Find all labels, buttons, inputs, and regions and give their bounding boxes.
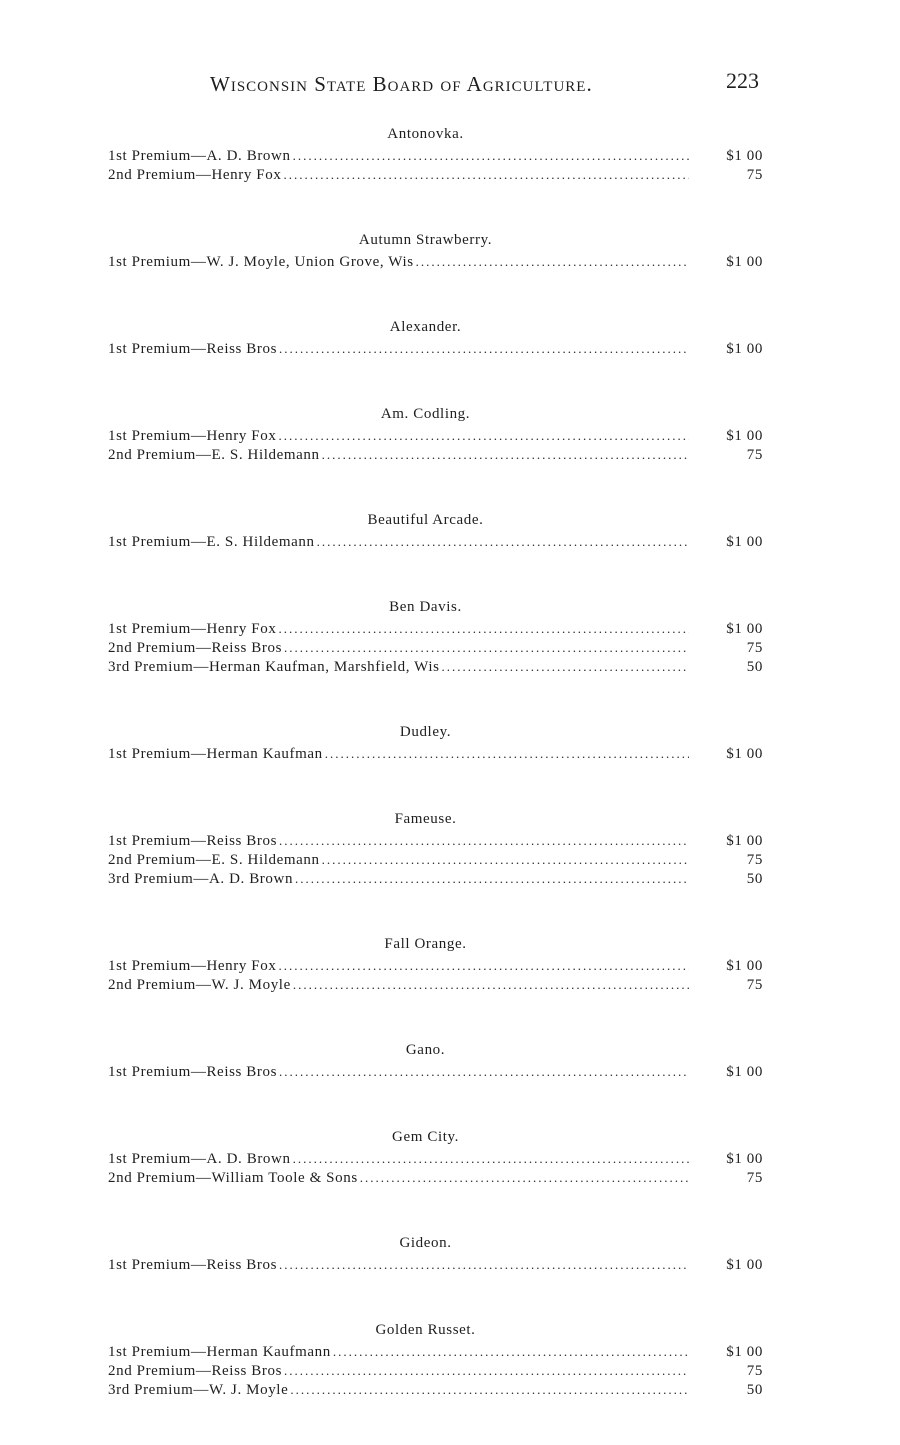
variety-section — [108, 722, 763, 763]
dot-leader — [279, 339, 689, 358]
dot-leader — [278, 619, 689, 638]
award-amount: $1 00 — [726, 833, 763, 849]
variety-section — [108, 124, 763, 184]
award-row — [108, 1342, 763, 1361]
award-place: 2nd Premium—Reiss Bros — [108, 1363, 283, 1379]
award-amount: $1 00 — [726, 1064, 763, 1080]
award-row — [108, 638, 763, 657]
running-head: Wisconsin State Board of Agriculture. — [210, 72, 593, 96]
dot-leader — [322, 850, 689, 869]
award-amount: $1 00 — [726, 1344, 763, 1360]
award-amount: 50 — [746, 659, 763, 675]
dot-leader — [442, 657, 689, 676]
award-place: 1st Premium—E. S. Hildemann — [108, 534, 315, 550]
variety-section — [108, 1320, 763, 1399]
award-amount: $1 00 — [726, 534, 763, 550]
variety-section — [108, 510, 763, 551]
dot-leader — [283, 165, 689, 184]
award-row — [108, 339, 763, 358]
award-place: 1st Premium—Herman Kaufman — [108, 746, 323, 762]
award-amount: 75 — [746, 1170, 763, 1186]
award-row — [108, 445, 763, 464]
variety-section — [108, 230, 763, 271]
award-row — [108, 1361, 763, 1380]
variety-heading: Am. Codling. — [380, 406, 471, 422]
award-row — [108, 146, 763, 165]
dot-leader — [317, 532, 689, 551]
variety-heading: Autumn Strawberry. — [358, 232, 493, 248]
award-amount: 75 — [746, 852, 763, 868]
page-number: 223 — [726, 68, 759, 93]
dot-leader — [360, 1168, 689, 1187]
award-place: 1st Premium—A. D. Brown — [108, 148, 291, 164]
award-row — [108, 1149, 763, 1168]
variety-heading: Gem City. — [392, 1129, 459, 1145]
dot-leader — [322, 445, 689, 464]
award-place: 1st Premium—Reiss Bros — [108, 1064, 278, 1080]
award-place: 1st Premium—Henry Fox — [108, 621, 277, 637]
variety-heading: Gano. — [405, 1042, 446, 1058]
dot-leader — [295, 869, 689, 888]
variety-heading: Golden Russet. — [375, 1322, 476, 1338]
variety-section — [108, 317, 763, 358]
award-amount: 75 — [746, 640, 763, 656]
variety-heading: Beautiful Arcade. — [367, 512, 484, 528]
dot-leader — [416, 252, 689, 271]
award-row — [108, 744, 763, 763]
variety-heading: Gideon. — [399, 1235, 452, 1251]
award-place: 1st Premium—Herman Kaufmann — [108, 1344, 331, 1360]
award-amount: $1 00 — [726, 148, 763, 164]
award-place: 1st Premium—Reiss Bros — [108, 1257, 278, 1273]
dot-leader — [293, 146, 689, 165]
dot-leader — [293, 975, 689, 994]
award-place: 2nd Premium—E. S. Hildemann — [108, 447, 320, 463]
award-place: 1st Premium—A. D. Brown — [108, 1151, 291, 1167]
award-place: 2nd Premium—E. S. Hildemann — [108, 852, 320, 868]
dot-leader — [279, 1255, 689, 1274]
award-row — [108, 532, 763, 551]
variety-section — [108, 809, 763, 888]
dot-leader — [279, 1062, 689, 1081]
variety-section — [108, 1127, 763, 1187]
award-row — [108, 956, 763, 975]
variety-heading: Dudley. — [399, 724, 452, 740]
award-amount: 75 — [746, 447, 763, 463]
dot-leader — [279, 831, 689, 850]
award-place: 1st Premium—Henry Fox — [108, 958, 277, 974]
variety-heading: Fall Orange. — [384, 936, 467, 952]
award-amount: 50 — [746, 871, 763, 887]
dot-leader — [293, 1149, 689, 1168]
award-row — [108, 426, 763, 445]
award-place: 1st Premium—W. J. Moyle, Union Grove, Wis — [108, 254, 414, 270]
award-amount: $1 00 — [726, 341, 763, 357]
dot-leader — [278, 426, 689, 445]
award-place: 1st Premium—Henry Fox — [108, 428, 277, 444]
award-row — [108, 869, 763, 888]
award-place: 1st Premium—Reiss Bros — [108, 833, 278, 849]
award-row — [108, 850, 763, 869]
award-amount: $1 00 — [726, 1151, 763, 1167]
dot-leader — [333, 1342, 689, 1361]
award-row — [108, 1168, 763, 1187]
award-place: 1st Premium—Reiss Bros — [108, 341, 278, 357]
award-place: 3rd Premium—Herman Kaufman, Marshfield, Wis — [108, 659, 440, 675]
award-amount: $1 00 — [726, 1257, 763, 1273]
award-place: 2nd Premium—Henry Fox — [108, 167, 282, 183]
dot-leader — [278, 956, 689, 975]
award-row — [108, 165, 763, 184]
award-amount: 75 — [746, 1363, 763, 1379]
dot-leader — [284, 638, 689, 657]
variety-section — [108, 597, 763, 676]
variety-section — [108, 1040, 763, 1081]
award-row — [108, 831, 763, 850]
variety-section — [108, 404, 763, 464]
dot-leader — [290, 1380, 689, 1399]
award-amount: $1 00 — [726, 958, 763, 974]
award-amount: $1 00 — [726, 746, 763, 762]
variety-section — [108, 1233, 763, 1274]
award-place: 2nd Premium—William Toole & Sons — [108, 1170, 358, 1186]
award-amount: $1 00 — [726, 621, 763, 637]
award-amount: $1 00 — [726, 254, 763, 270]
award-amount: $1 00 — [726, 428, 763, 444]
award-amount: 75 — [746, 167, 763, 183]
award-row — [108, 1255, 763, 1274]
award-place: 2nd Premium—Reiss Bros — [108, 640, 283, 656]
award-place: 2nd Premium—W. J. Moyle — [108, 977, 291, 993]
award-place: 3rd Premium—W. J. Moyle — [108, 1382, 289, 1398]
award-row — [108, 252, 763, 271]
award-place: 3rd Premium—A. D. Brown — [108, 871, 294, 887]
variety-section — [108, 934, 763, 994]
variety-heading: Ben Davis. — [389, 599, 462, 615]
award-row — [108, 657, 763, 676]
award-row — [108, 975, 763, 994]
award-row — [108, 619, 763, 638]
award-row — [108, 1062, 763, 1081]
dot-leader — [284, 1361, 689, 1380]
variety-heading: Alexander. — [389, 319, 462, 335]
premium-list — [108, 124, 763, 1445]
variety-heading: Antonovka. — [387, 126, 464, 142]
award-amount: 75 — [746, 977, 763, 993]
variety-heading: Fameuse. — [394, 811, 457, 827]
award-row — [108, 1380, 763, 1399]
dot-leader — [325, 744, 689, 763]
award-amount: 50 — [746, 1382, 763, 1398]
